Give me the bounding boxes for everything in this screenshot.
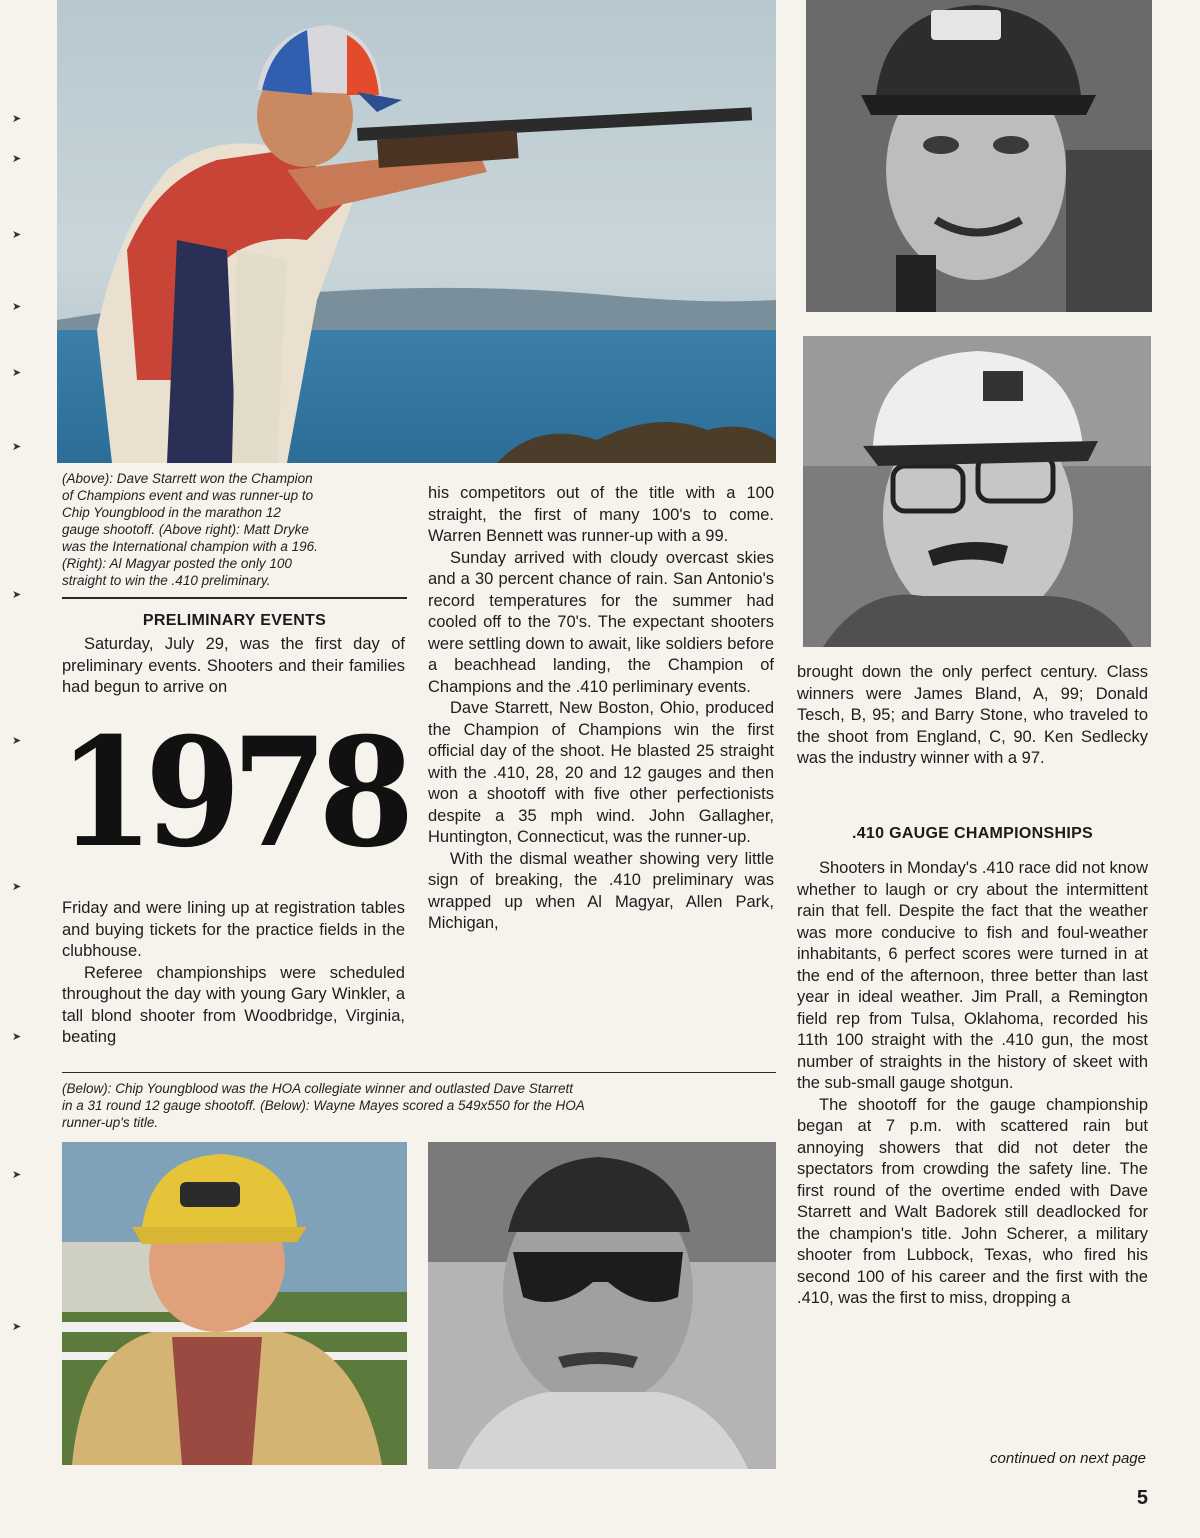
caption-divider bbox=[62, 597, 407, 599]
binding-mark: ➤ bbox=[12, 1031, 22, 1043]
binding-mark: ➤ bbox=[12, 1169, 22, 1181]
caption-top: (Above): Dave Starrett won the Champion of Champions event and was runner-up to Chip Youngblood in the marathon 12 gauge shootoff. (Above right): Matt Dryke was the International champion with a 196. (Right): Al Magyar posted the only 100 straight to win the .410 preliminary. bbox=[62, 471, 318, 588]
page-number: 5 bbox=[1136, 1487, 1148, 1509]
binding-mark: ➤ bbox=[12, 1321, 22, 1333]
paragraph: his competitors out of the title with a 100 straight, the first of many 100's to come. Warren Bennett was runner-up with a 99. bbox=[428, 484, 774, 545]
column-2-text bbox=[428, 483, 774, 935]
caption-bottom: (Below): Chip Youngblood was the HOA collegiate winner and outlasted Dave Starrett in a 31 round 12 gauge shootoff. (Below): Wayne Mayes scored a 549x550 for the HOA runner-up's title. bbox=[62, 1081, 585, 1130]
year-display: 1978 bbox=[58, 705, 406, 881]
continued-note: continued on next page bbox=[990, 1450, 1146, 1467]
binding-mark: ➤ bbox=[12, 229, 22, 241]
binding-mark: ➤ bbox=[12, 589, 22, 601]
photo-shooter-aiming bbox=[57, 0, 776, 463]
paragraph: Referee championships were scheduled throughout the day with young Gary Winkler, a tall blond shooter from Woodbridge, Virginia, beating bbox=[62, 963, 405, 1046]
column-3-text-bottom bbox=[797, 858, 1148, 1310]
binding-mark: ➤ bbox=[12, 441, 22, 453]
paragraph: brought down the only perfect century. Class winners were James Bland, A, 99; Donald Tesch, B, 95; and Barry Stone, who traveled to the shoot from England, C, 90. Ken Sedlecky was the industry winner with a 97. bbox=[797, 663, 1148, 767]
paragraph: The shootoff for the gauge championship began at 7 p.m. with scattered rain but annoying showers that did not deter the spectators from crowding the safety line. The first round of the overtime ended with Dave Starrett and Walt Badorek still deadlocked for the champion's title. John Scherer, a military shooter from Lubbock, Texas, who fired his second 100 of his career and the first with the .410, was the first to miss, dropping a bbox=[797, 1095, 1148, 1307]
binding-mark: ➤ bbox=[12, 113, 22, 125]
binding-mark: ➤ bbox=[12, 881, 22, 893]
binding-mark: ➤ bbox=[12, 735, 22, 747]
binding-mark: ➤ bbox=[12, 301, 22, 313]
column-3-text-top bbox=[797, 662, 1148, 770]
column-1-intro bbox=[62, 634, 405, 699]
photo-wayne-mayes bbox=[428, 1142, 776, 1469]
bottom-caption-divider bbox=[62, 1072, 776, 1073]
photo-al-magyar bbox=[803, 336, 1151, 647]
photo-chip-youngblood bbox=[62, 1142, 407, 1465]
paragraph: Friday and were lining up at registration tables and buying tickets for the practice fields in the clubhouse. bbox=[62, 899, 405, 960]
binding-mark: ➤ bbox=[12, 367, 22, 379]
paragraph: With the dismal weather showing very little sign of breaking, the .410 preliminary was wrapped up when Al Magyar, Allen Park, Michigan, bbox=[428, 849, 774, 932]
binding-mark: ➤ bbox=[12, 153, 22, 165]
column-1-continued bbox=[62, 898, 405, 1049]
paragraph: Dave Starrett, New Boston, Ohio, produced the Champion of Champions win the first official day of the shoot. He blasted 25 straight with the .410, 28, 20 and 12 gauges and then won a shootoff with five other perfectionists despite a 35 mph wind. John Gallagher, Huntington, Connecticut, was the runner-up. bbox=[428, 699, 774, 846]
paragraph: Saturday, July 29, was the first day of preliminary events. Shooters and their families had begun to arrive on bbox=[62, 635, 405, 696]
paragraph: Sunday arrived with cloudy overcast skies and a 30 percent chance of rain. San Antonio's record temperatures for the summer had cooled off to the 70's. The expectant shooters were settling down to await, like soldiers before a beachhead landing, the Champion of Champions and the .410 perliminary events. bbox=[428, 548, 774, 696]
heading-preliminary-events: PRELIMINARY EVENTS bbox=[142, 612, 327, 629]
heading-410-gauge: .410 GAUGE CHAMPIONSHIPS bbox=[851, 825, 1094, 842]
paragraph: Shooters in Monday's .410 race did not know whether to laugh or cry about the intermittent rain that fell. Despite the fact that the weather was more conducive to fish and foul-weather inhabitants, 6 perfect scores were turned in at the end of the afternoon, three better than last year in ideal weather. Jim Prall, a Remington field rep from Tulsa, Oklahoma, recorded his 11th 100 straight with the .410 gun, the most number of straights in the history of skeet with the sub-small gauge shotgun. bbox=[797, 859, 1148, 1092]
photo-matt-dryke bbox=[806, 0, 1152, 312]
